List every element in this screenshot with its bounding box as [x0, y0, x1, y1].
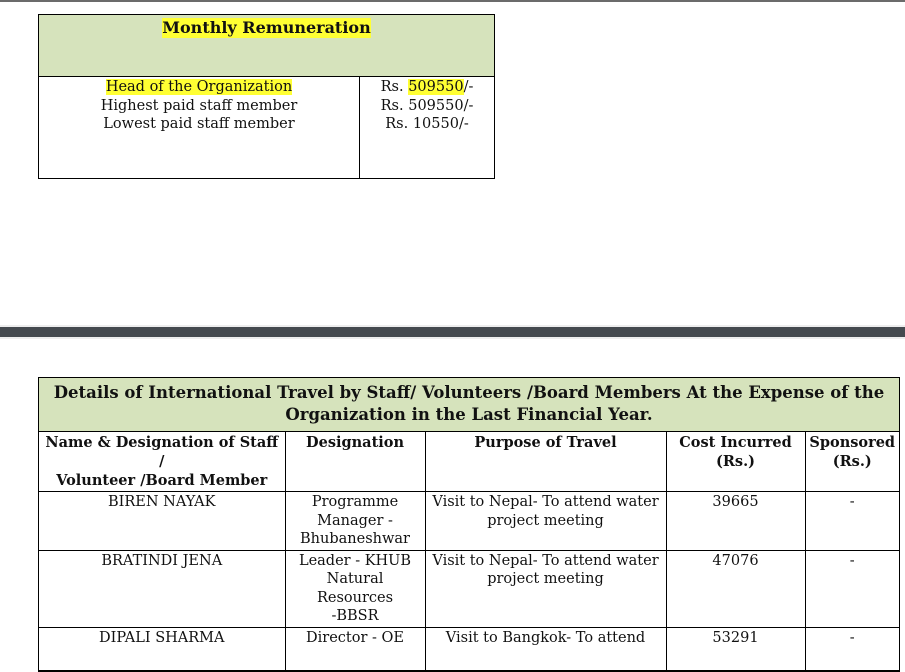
travel-title-line2: Organization in the Last Financial Year.	[285, 405, 653, 424]
designation-cell	[285, 627, 425, 670]
remuneration-amounts	[360, 78, 494, 134]
cell-line: Visit to Bangkok- To attend	[445, 629, 646, 646]
designation-cell	[285, 492, 425, 551]
column-header-name	[39, 432, 285, 492]
highest-paid-label: Highest paid staff member	[100, 97, 298, 114]
name-cell: BIREN NAYAK	[39, 492, 285, 551]
cell-line: Programme	[311, 494, 399, 510]
head-of-organization-amount	[360, 78, 494, 97]
remuneration-table	[38, 14, 495, 179]
header-line: Name & Designation of Staff /	[45, 434, 279, 470]
sponsored-cell: -	[805, 550, 899, 627]
column-header-sponsored	[805, 432, 899, 492]
cell-line: Natural Resources	[316, 571, 394, 606]
cell-line: Visit to Nepal- To attend water	[432, 494, 659, 510]
column-header-cost	[666, 432, 805, 492]
header-line: (Rs.)	[716, 453, 755, 470]
amount-prefix: Rs.	[380, 79, 409, 95]
cell-line: Visit to Nepal- To attend water	[432, 552, 659, 569]
page-top-rule	[0, 0, 905, 2]
head-of-organization-label: Head of the Organization	[105, 79, 293, 95]
amount-value: 509550	[408, 79, 464, 95]
cost-cell: 47076	[666, 550, 805, 627]
travel-table-title	[39, 378, 899, 432]
header-line: Cost Incurred	[679, 434, 792, 451]
travel-grid	[39, 432, 899, 671]
lowest-paid-amount: Rs. 10550/-	[385, 116, 469, 132]
designation-cell	[285, 550, 425, 627]
international-travel-table	[38, 377, 900, 672]
sponsored-cell: -	[805, 492, 899, 551]
purpose-cell	[425, 627, 666, 670]
name-cell: DIPALI SHARMA	[39, 627, 285, 670]
column-header-row	[39, 432, 899, 492]
cost-cell: 39665	[666, 492, 805, 551]
cell-line: project meeting	[487, 512, 604, 529]
column-header-designation	[285, 432, 425, 492]
page-break-divider	[0, 325, 905, 339]
table-row	[39, 492, 899, 551]
column-header-purpose	[425, 432, 666, 492]
highest-paid-amount: Rs. 509550/-	[380, 97, 474, 114]
cost-cell: 53291	[666, 627, 805, 670]
cell-line: project meeting	[487, 571, 604, 587]
cell-line: Manager -	[317, 512, 393, 529]
remuneration-header	[39, 15, 494, 77]
remuneration-title: Monthly Remuneration	[162, 18, 371, 37]
name-cell: BRATINDI JENA	[39, 550, 285, 627]
cell-line: Leader - KHUB	[298, 552, 412, 569]
lowest-paid-label: Lowest paid staff member	[103, 116, 295, 132]
header-line: (Rs.)	[832, 453, 872, 470]
sponsored-cell: -	[805, 627, 899, 670]
header-line: Sponsored	[809, 434, 896, 451]
remuneration-labels	[39, 78, 359, 134]
cell-line: -BBSR	[331, 608, 379, 624]
amount-suffix: /-	[463, 79, 474, 95]
cell-line: Bhubaneshwar	[300, 531, 410, 547]
header-line: Purpose of Travel	[474, 434, 617, 451]
header-line: Volunteer /Board Member	[56, 472, 268, 489]
remuneration-label-row	[39, 78, 359, 97]
page-break-bar	[0, 327, 905, 337]
cell-line: Director - OE	[306, 629, 404, 646]
table-row	[39, 550, 899, 627]
purpose-cell	[425, 550, 666, 627]
table-row	[39, 627, 899, 670]
header-line: Designation	[306, 434, 404, 451]
travel-title-line1: Details of International Travel by Staff/ Volunteers /Board Members At the Expense of the	[53, 383, 885, 402]
purpose-cell	[425, 492, 666, 551]
